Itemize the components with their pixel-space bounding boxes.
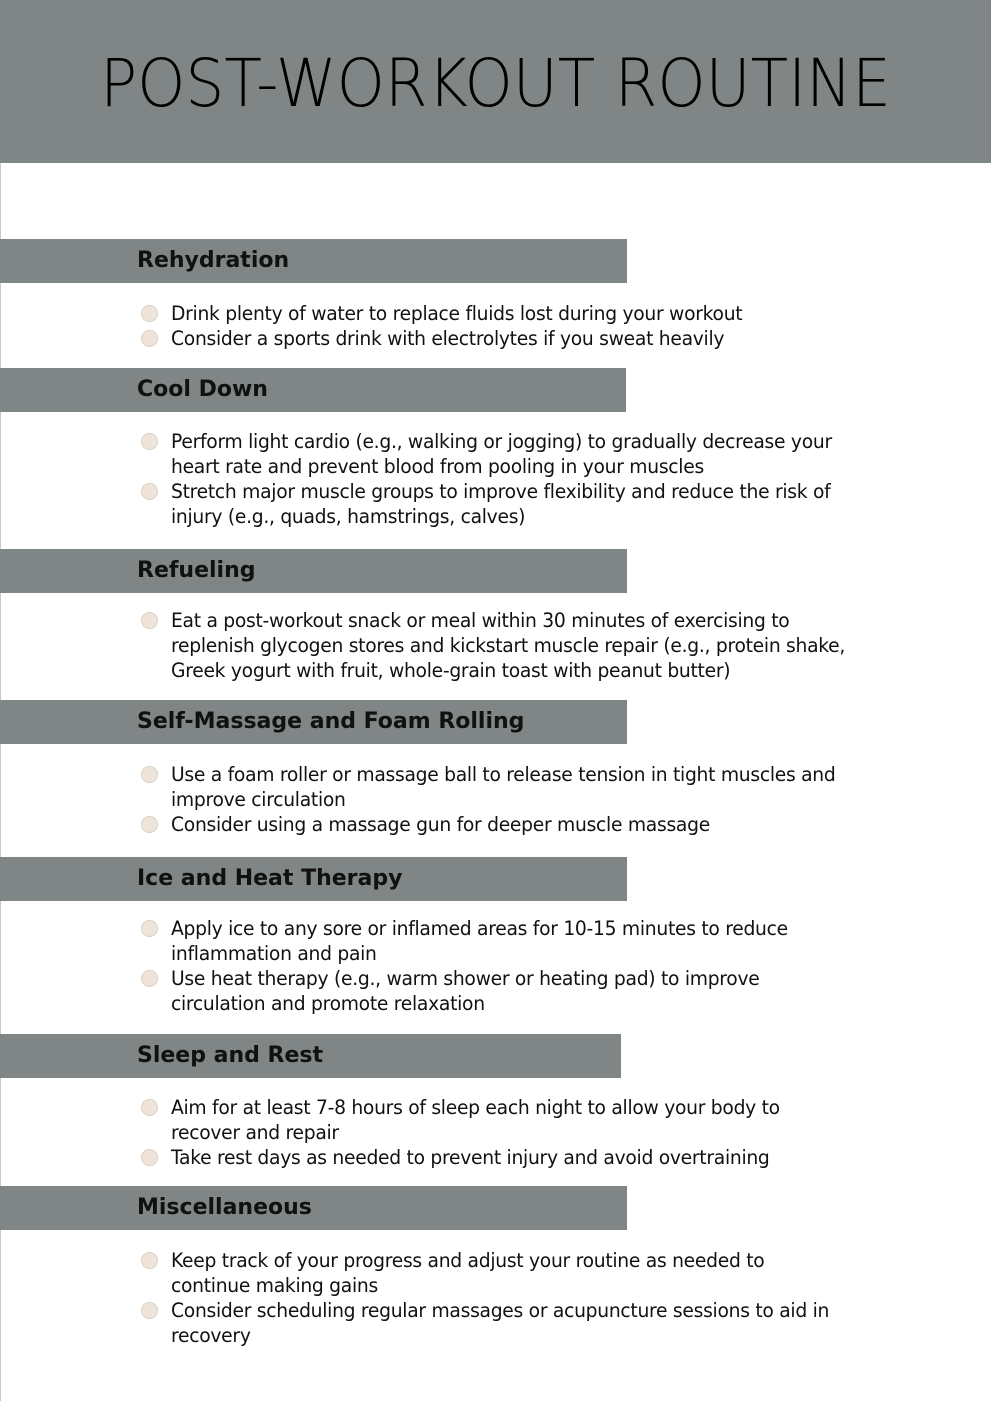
list-item-text: Drink plenty of water to replace fluids lost during your workout: [171, 302, 743, 325]
circle-bullet-icon: [141, 1252, 158, 1269]
list-item: [140, 326, 900, 351]
section-header: [0, 1186, 627, 1230]
section-header: [0, 368, 626, 412]
circle-bullet-icon: [141, 483, 158, 500]
list-item: [140, 1095, 900, 1145]
section-header: [0, 239, 627, 283]
list-item-text: Take rest days as needed to prevent injury and avoid overtraining: [171, 1146, 770, 1169]
list-item-text: Keep track of your progress and adjust your routine as needed to continue making gains: [171, 1249, 765, 1297]
list-item-text: Apply ice to any sore or inflamed areas for 10-15 minutes to reduce inflammation and pain: [171, 917, 788, 965]
section-heading: Self-Massage and Foam Rolling: [137, 709, 525, 734]
section-heading: Cool Down: [137, 377, 268, 402]
section-heading: Sleep and Rest: [137, 1043, 324, 1068]
circle-bullet-icon: [141, 1302, 158, 1319]
circle-bullet-icon: [141, 433, 158, 450]
list-item: [140, 1298, 900, 1348]
circle-bullet-icon: [141, 612, 158, 629]
section-heading: Rehydration: [137, 248, 290, 273]
list-item-text: Perform light cardio (e.g., walking or jogging) to gradually decrease your heart rate and prevent blood from pooling in your muscles: [171, 430, 832, 478]
section-header: [0, 549, 627, 593]
list-item: [140, 301, 900, 326]
list-item-text: Aim for at least 7-8 hours of sleep each night to allow your body to recover and repair: [171, 1096, 780, 1144]
section-heading: Refueling: [137, 558, 256, 583]
circle-bullet-icon: [141, 1099, 158, 1116]
section-header: [0, 1034, 621, 1078]
circle-bullet-icon: [141, 920, 158, 937]
list-item-text: Consider scheduling regular massages or acupuncture sessions to aid in recovery: [171, 1299, 830, 1347]
circle-bullet-icon: [141, 305, 158, 322]
circle-bullet-icon: [141, 1149, 158, 1166]
page-title: POST-WORKOUT ROUTINE: [100, 45, 891, 122]
list-item: [140, 479, 900, 529]
list-item-text: Use a foam roller or massage ball to release tension in tight muscles and improve circulation: [171, 763, 836, 811]
section-heading: Miscellaneous: [137, 1195, 312, 1220]
list-item-text: Eat a post-workout snack or meal within 30 minutes of exercising to replenish glycogen stores and kickstart muscle repair (e.g., protein shake, Greek yogurt with fruit, whole-grain toast with peanut butter): [171, 609, 846, 682]
list-item-text: Consider using a massage gun for deeper muscle massage: [171, 813, 710, 836]
circle-bullet-icon: [141, 816, 158, 833]
list-item: [140, 966, 900, 1016]
section-heading: Ice and Heat Therapy: [137, 866, 403, 891]
list-item-text: Stretch major muscle groups to improve flexibility and reduce the risk of injury (e.g., quads, hamstrings, calves): [171, 480, 831, 528]
list-item: [140, 1248, 900, 1298]
list-item: [140, 429, 900, 479]
section-header: [0, 857, 627, 901]
list-item: [140, 608, 900, 683]
list-item: [140, 812, 900, 837]
section-header: [0, 700, 627, 744]
list-item: [140, 916, 900, 966]
circle-bullet-icon: [141, 330, 158, 347]
list-item-text: Consider a sports drink with electrolytes if you sweat heavily: [171, 327, 725, 350]
circle-bullet-icon: [141, 766, 158, 783]
circle-bullet-icon: [141, 970, 158, 987]
title-banner: [0, 0, 991, 163]
list-item-text: Use heat therapy (e.g., warm shower or heating pad) to improve circulation and promote relaxation: [171, 967, 760, 1015]
list-item: [140, 1145, 900, 1170]
list-item: [140, 762, 900, 812]
